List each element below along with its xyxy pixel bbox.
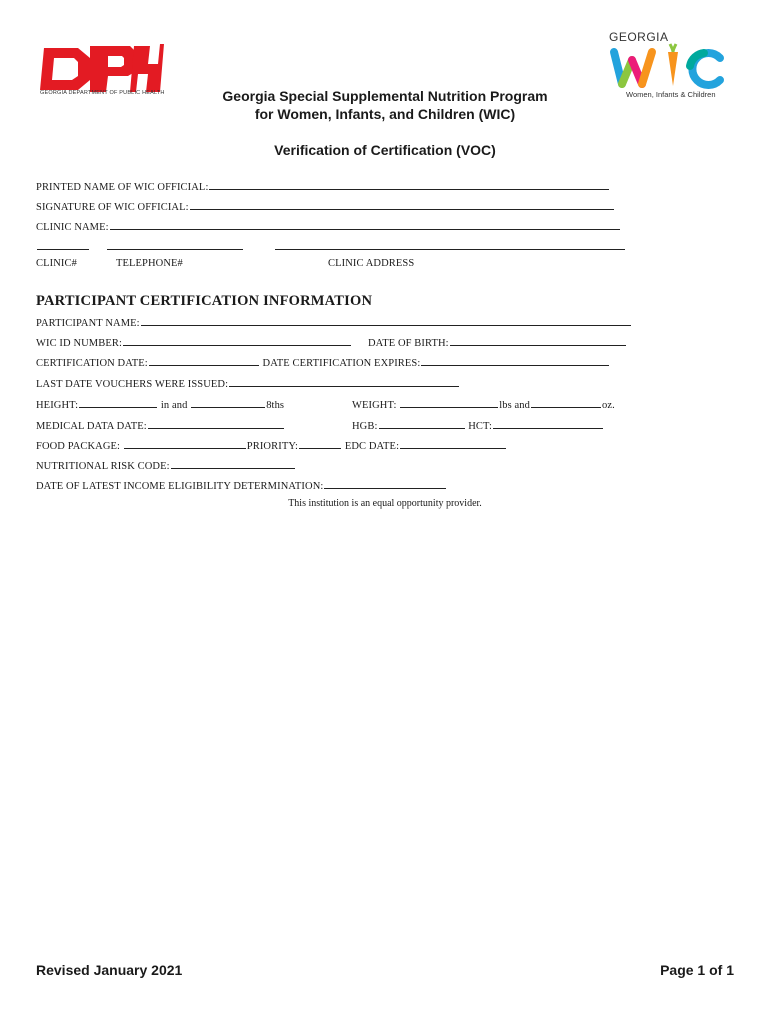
weight-oz-label: oz.: [601, 400, 615, 411]
last-vouchers-row: [36, 376, 460, 390]
wic-id-field[interactable]: [123, 335, 351, 346]
printed-name-label: PRINTED NAME OF WIC OFFICIAL:: [36, 182, 209, 193]
weight-lbs-field[interactable]: [400, 397, 498, 408]
last-vouchers-field[interactable]: [229, 376, 459, 387]
height-eighths-field[interactable]: [191, 397, 265, 408]
wic-state-label: GEORGIA: [609, 30, 669, 44]
clinic-name-field[interactable]: [110, 219, 620, 230]
hgb-label: HGB:: [352, 421, 378, 432]
hgb-field[interactable]: [379, 418, 465, 429]
risk-code-field[interactable]: [171, 458, 295, 469]
signature-field[interactable]: [190, 199, 614, 210]
clinic-name-row: [36, 219, 621, 233]
food-package-field[interactable]: [124, 438, 246, 449]
medical-date-row: [36, 418, 285, 432]
cert-expires-label: DATE CERTIFICATION EXPIRES:: [262, 358, 421, 369]
wic-id-label: WIC ID NUMBER:: [36, 338, 122, 349]
title-line-1: Georgia Special Supplemental Nutrition Program: [222, 88, 548, 104]
weight-lbs-and-label: lbs and: [499, 400, 530, 411]
participant-section-heading: PARTICIPANT CERTIFICATION INFORMATION: [36, 293, 373, 309]
participant-name-row: [36, 315, 632, 329]
clinic-number-label: CLINIC#: [36, 258, 77, 269]
weight-label: WEIGHT:: [352, 400, 397, 411]
cert-expires-field[interactable]: [421, 355, 609, 366]
last-vouchers-label: LAST DATE VOUCHERS WERE ISSUED:: [36, 379, 229, 390]
height-label: HEIGHT:: [36, 400, 79, 411]
wic-id-row: [36, 335, 352, 349]
weight-row: [352, 397, 615, 411]
telephone-field[interactable]: [107, 239, 243, 250]
food-package-label: FOOD PACKAGE:: [36, 441, 121, 452]
edc-date-field[interactable]: [400, 438, 506, 449]
height-eighths-label: 8ths: [266, 400, 285, 411]
dob-label: DATE OF BIRTH:: [368, 338, 449, 349]
clinic-address-label: CLINIC ADDRESS: [328, 258, 415, 269]
cert-date-field[interactable]: [149, 355, 259, 366]
page-number: Page 1 of 1: [660, 962, 734, 978]
title-line-2: for Women, Infants, and Children (WIC): [254, 106, 516, 122]
edc-date-label: EDC DATE:: [344, 441, 400, 452]
income-date-field[interactable]: [324, 478, 446, 489]
height-inches-field[interactable]: [79, 397, 157, 408]
document-subtitle: Verification of Certification (VOC): [274, 142, 496, 158]
priority-field[interactable]: [299, 438, 341, 449]
signature-row: [36, 199, 615, 213]
risk-code-label: NUTRITIONAL RISK CODE:: [36, 461, 170, 472]
wic-logo: [608, 30, 730, 90]
income-date-row: [36, 478, 447, 492]
printed-name-row: [36, 179, 610, 193]
risk-code-row: [36, 458, 296, 472]
income-date-label: DATE OF LATEST INCOME ELIGIBILITY DETERMINATION:: [36, 481, 324, 492]
food-package-row: [36, 438, 507, 452]
equal-opportunity-note: This institution is an equal opportunity provider.: [288, 498, 482, 509]
dph-tagline: GEORGIA DEPARTMENT OF PUBLIC HEALTH: [40, 90, 165, 96]
participant-name-field[interactable]: [141, 315, 631, 326]
dob-row: [368, 335, 627, 349]
clinic-address-field[interactable]: [275, 239, 625, 250]
weight-oz-field[interactable]: [531, 397, 601, 408]
hct-label: HCT:: [468, 421, 493, 432]
medical-date-field[interactable]: [148, 418, 284, 429]
printed-name-field[interactable]: [209, 179, 609, 190]
height-row: [36, 397, 284, 411]
telephone-label: TELEPHONE#: [116, 258, 183, 269]
clinic-number-field[interactable]: [37, 239, 89, 250]
wic-tagline: Women, Infants & Children: [626, 90, 716, 99]
hgb-hct-row: [352, 418, 604, 432]
priority-label: PRIORITY:: [246, 441, 299, 452]
participant-name-label: PARTICIPANT NAME:: [36, 318, 140, 329]
signature-label: SIGNATURE OF WIC OFFICIAL:: [36, 202, 189, 213]
cert-dates-row: [36, 355, 610, 369]
hct-field[interactable]: [493, 418, 603, 429]
revised-date: Revised January 2021: [36, 962, 183, 978]
medical-date-label: MEDICAL DATA DATE:: [36, 421, 147, 432]
height-in-and-label: in and: [160, 400, 188, 411]
cert-date-label: CERTIFICATION DATE:: [36, 358, 148, 369]
dob-field[interactable]: [450, 335, 626, 346]
clinic-name-label: CLINIC NAME:: [36, 222, 109, 233]
